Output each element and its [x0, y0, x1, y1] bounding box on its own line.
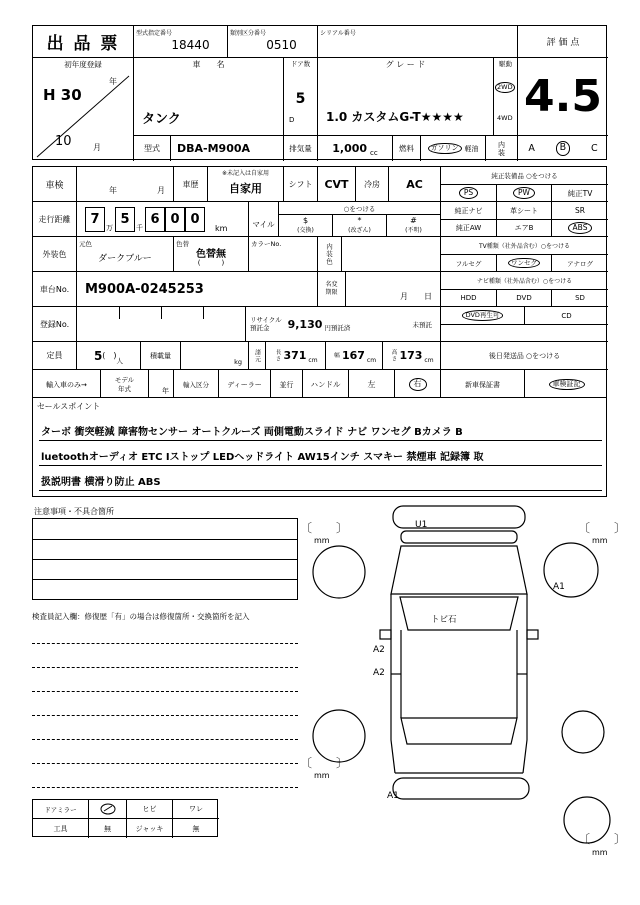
left-mirror — [380, 630, 391, 639]
measure-bracket: 〔 〕 — [300, 521, 349, 535]
recycle-label-1: リサイクル — [250, 315, 282, 324]
serial-label: シリアル番号 — [320, 30, 356, 37]
dvd-play-cell — [441, 307, 525, 325]
navi-type-header: ナビ種類（社外品含む）○をつける — [441, 272, 608, 290]
orig-color-value: ダークブルー — [98, 253, 152, 264]
width-cell — [326, 342, 383, 370]
tv-analog: アナログ — [552, 255, 608, 272]
interior-grade-cell — [518, 136, 608, 161]
mile-circle-note: ○をつける — [279, 202, 441, 215]
notes-line — [33, 539, 297, 540]
shaken-label: 車検 — [33, 167, 77, 202]
import-only-label: 輸入車のみ→ — [33, 370, 101, 399]
recycle-alt: 未預託 — [412, 320, 432, 329]
fuel-option-gasoline: ガソリン — [428, 143, 462, 154]
car-name-value: タンク — [142, 112, 181, 127]
cd: CD — [525, 307, 608, 325]
model-year-label-1: モデル — [114, 376, 135, 385]
tool-value: 無 — [89, 819, 127, 838]
class-code-label: 類別区分番号 — [230, 30, 267, 37]
damage-label-a2-front: A2 — [373, 645, 385, 655]
odometer-digit-box: 0 — [165, 207, 185, 232]
shift-value: CVT — [318, 167, 356, 202]
doors-label: ドア数 — [290, 60, 311, 68]
notes-box — [32, 518, 298, 600]
rear-right-wheel — [562, 711, 604, 753]
shaken-year-suffix: 年 — [109, 186, 117, 195]
hood — [391, 546, 527, 594]
score-label-cell: 評 価 点 — [518, 26, 608, 58]
door-mirror-label: ドアミラー — [33, 800, 89, 819]
car-name-label: 車 名 — [192, 60, 225, 69]
first-reg-label: 初年度登録 — [64, 60, 102, 69]
circle-mark-icon — [100, 803, 116, 815]
spec-label-cell — [249, 342, 266, 370]
equip-tv: 純正TV — [552, 185, 608, 202]
history-cell — [208, 167, 284, 202]
first-registration-cell — [33, 58, 134, 161]
interior-label-cell — [486, 136, 518, 161]
door-mirror-mark-cell — [89, 800, 127, 819]
capacity-value: 5 — [93, 348, 103, 363]
color-change-value: 色替無 — [196, 249, 226, 260]
model-code-cell — [134, 26, 228, 58]
first-reg-month-suffix: 月 — [93, 143, 101, 152]
name-change-label-1: 名変 — [325, 281, 338, 289]
length-cell — [266, 342, 326, 370]
odometer-digit-box: 6 — [145, 207, 165, 232]
notes-label: 注意事項・不具合箇所 — [34, 507, 114, 516]
orig-color-label: 元色 — [79, 240, 92, 248]
stone-chip-label: トビ石 — [431, 615, 457, 625]
sales-points-line: luetoothオーディオ ETC Iストップ LEDヘッドライト AW15インチ スマキー 禁煙車 記録簿 取 — [39, 441, 602, 466]
measure-unit: mm — [314, 536, 330, 545]
serial-cell — [318, 26, 518, 58]
recycle-label-2: 預託金 — [250, 324, 270, 332]
drive-cell — [494, 58, 518, 136]
windshield — [400, 597, 518, 630]
model-code-label: 型式指定番号 — [136, 30, 173, 37]
length-unit: cm — [308, 357, 318, 364]
fuel-cell — [421, 136, 486, 161]
handle-left: 左 — [349, 370, 395, 399]
first-reg-year: H 30 — [43, 86, 82, 104]
load-label: 積載量 — [141, 342, 181, 370]
chassis-label: 車台No. — [33, 272, 77, 307]
length-value: 371 — [283, 349, 307, 362]
aircon-value: AC — [389, 167, 441, 202]
ext-color-label: 外装色 — [33, 237, 77, 272]
int-color-blank — [342, 237, 441, 272]
mile-option-tampered — [333, 215, 387, 237]
inspector-line — [32, 643, 298, 644]
grade-label: グ レ ー ド — [385, 60, 426, 69]
front-left-wheel — [313, 546, 365, 598]
measure-bracket: 〔 〕 — [578, 832, 627, 846]
load-unit: kg — [181, 342, 249, 370]
right-body-side — [523, 594, 527, 773]
capacity-unit: 人 — [116, 357, 124, 365]
chassis-value: M900A-0245253 — [77, 272, 318, 307]
mileage-label: 走行距離 — [33, 202, 77, 237]
odometer-unit: km — [215, 224, 228, 233]
shaken-month-suffix: 月 — [157, 186, 165, 195]
spec-label: 諸元 — [253, 348, 261, 363]
crack-label: ヒビ — [127, 800, 173, 819]
mile-label: マイル — [249, 202, 279, 237]
mile-option-unknown — [387, 215, 441, 237]
fuel-option-diesel: 軽油 — [464, 144, 479, 153]
drive-label: 駆動 — [499, 60, 512, 68]
car-name-cell — [134, 58, 284, 136]
interior-option-c: C — [590, 143, 598, 154]
rear-bumper — [393, 778, 529, 799]
int-color-cell — [318, 237, 342, 272]
aircon-label: 冷房 — [356, 167, 389, 202]
rear-window — [401, 718, 517, 744]
inspector-line — [32, 763, 298, 764]
front-bumper — [393, 506, 525, 528]
measure-unit: mm — [592, 536, 608, 545]
width-unit: cm — [366, 357, 377, 364]
width-value: 167 — [341, 349, 365, 362]
height-cell — [383, 342, 441, 370]
mirror-tool-table — [32, 799, 218, 837]
color-change-label: 色替 — [176, 240, 189, 248]
measure-unit: mm — [314, 771, 330, 780]
tool-label: 工具 — [33, 819, 89, 838]
odometer-man-label: 万 — [106, 224, 113, 232]
mile-symbol: # — [410, 216, 417, 225]
capacity-paren: ( ) — [102, 351, 117, 360]
equip-navi: 純正ナビ — [441, 202, 497, 220]
capacity-cell — [77, 342, 141, 370]
inspector-line — [32, 739, 298, 740]
model-value: DBA-M900A — [171, 136, 284, 161]
equip-airbag: エアB — [497, 220, 552, 237]
first-reg-month: 10 — [55, 134, 72, 149]
name-change-month: 月 — [400, 292, 408, 301]
reg-tick — [203, 307, 204, 319]
grade-value: 1.0 カスタムG-T★★★★ — [326, 110, 464, 124]
drive-option-4wd: 4WD — [497, 114, 513, 122]
damage-label-a1-right: A1 — [553, 582, 565, 592]
grade-cell — [318, 58, 494, 136]
score-value: 4.5 — [518, 58, 608, 136]
sheet-title: 出 品 票 — [33, 26, 134, 58]
model-year-label — [101, 370, 149, 399]
notes-line — [33, 579, 297, 580]
displacement-value: 1,000 — [332, 142, 368, 155]
inspector-line — [32, 787, 298, 788]
damage-label-u1: U1 — [415, 520, 428, 530]
displacement-cell — [318, 136, 393, 161]
drive-option-2wd: 2WD — [497, 83, 513, 91]
mile-symbol: $ — [302, 216, 309, 225]
capacity-label: 定員 — [33, 342, 77, 370]
model-code-value: 18440 — [171, 38, 210, 52]
fuel-label: 燃料 — [393, 136, 421, 161]
later-shipment-header: 後日発送品 ○をつける — [441, 342, 608, 370]
equip-abs-cell — [552, 220, 608, 237]
inspector-label: 検査員記入欄：修復歴「有」の場合は修復箇所・交換箇所を記入 — [32, 612, 250, 621]
mile-option-exchange — [279, 215, 333, 237]
inspector-line — [32, 715, 298, 716]
model-year-suffix: 年 — [149, 370, 174, 399]
interior-option-b: B — [556, 141, 571, 156]
jack-value: 無 — [192, 824, 200, 833]
tv-fullseg: フルセグ — [441, 255, 497, 272]
doors-value: 5 — [295, 90, 306, 107]
equip-ps: PS — [459, 187, 478, 199]
class-code-value: 0510 — [266, 38, 297, 52]
header-table — [32, 25, 607, 160]
misc-doc-cell — [525, 370, 608, 399]
color-no-label: カラーNo. — [251, 240, 282, 248]
recycle-amount: 9,130 — [287, 317, 323, 331]
model-label: 型式 — [134, 136, 171, 161]
model-year-label-2: 年式 — [118, 384, 131, 393]
name-change-label-2: 期限 — [325, 289, 338, 296]
equip-abs: ABS — [568, 222, 593, 234]
displacement-label: 排気量 — [284, 136, 318, 161]
measure-unit: mm — [592, 848, 608, 857]
sales-points-label: セールスポイント — [37, 402, 101, 411]
misc-doc: 車検証記 — [549, 379, 585, 390]
damage-label-a2-rear: A2 — [373, 668, 385, 678]
class-code-cell — [228, 26, 318, 58]
navi-sd: SD — [552, 290, 608, 307]
import-division-label: 輸入区分 — [174, 370, 219, 399]
first-reg-year-suffix: 年 — [109, 77, 117, 86]
history-label: 車歴 — [174, 167, 208, 202]
reg-no-box — [77, 307, 246, 342]
reg-tick — [161, 307, 162, 319]
odometer-digit-box: 5 — [115, 207, 135, 232]
length-label: 長さ — [274, 349, 281, 362]
import-parallel: 並行 — [271, 370, 303, 399]
recycle-unit: 円預託済 — [324, 323, 351, 332]
front-grille — [401, 531, 517, 543]
odometer-digit-box: 7 — [85, 207, 105, 232]
main-table — [32, 166, 607, 398]
color-change-paren: ( ) — [197, 259, 225, 267]
tv-oneseg: ワンセグ — [508, 258, 540, 269]
int-color-label: 内装色 — [325, 242, 333, 266]
height-value: 173 — [399, 349, 423, 362]
reg-no-label: 登録No. — [33, 307, 77, 342]
recycle-cell — [246, 307, 441, 342]
mile-symbol-label: (改ざん) — [348, 227, 371, 234]
equip-ps-cell — [441, 185, 497, 202]
odometer-cell — [77, 202, 249, 237]
interior-option-a: A — [528, 143, 535, 154]
right-mirror — [527, 630, 538, 639]
odometer-sen-label: 千 — [136, 224, 143, 232]
doors-sub: D — [289, 116, 295, 124]
mile-symbol-label: (交換) — [297, 227, 314, 234]
history-note: ※未記入は自家用 — [221, 170, 270, 177]
inspector-line — [32, 667, 298, 668]
name-change-date-cell — [346, 272, 441, 307]
name-change-label — [318, 272, 346, 307]
recycle-label — [250, 316, 282, 333]
left-body-side — [391, 594, 395, 773]
equip-header: 純正装備品 ○をつける — [441, 167, 608, 185]
interior-label: 内装 — [497, 140, 506, 157]
height-label: 高さ — [390, 349, 397, 362]
orig-color-cell — [77, 237, 174, 272]
equip-pw: PW — [513, 187, 535, 199]
import-dealer: ディーラー — [219, 370, 271, 399]
notes-line — [33, 559, 297, 560]
shaken-date-cell — [77, 167, 174, 202]
tv-type-header: TV種類（社外品含む）○をつける — [441, 237, 608, 255]
history-value: 自家用 — [229, 181, 262, 195]
equip-blank-cell — [441, 325, 608, 342]
equip-pw-cell — [497, 185, 552, 202]
shift-label: シフト — [284, 167, 318, 202]
sales-points-line: ターボ 衝突軽減 障害物センサー オートクルーズ 両側電動スライド ナビ ワンセグ Bカメラ B — [39, 416, 602, 441]
displacement-unit: cc — [370, 148, 378, 157]
jack-label: ジャッキ — [127, 819, 173, 838]
odometer-digit-box: 0 — [185, 207, 205, 232]
handle-right: 右 — [409, 378, 427, 391]
tv-oneseg-cell — [497, 255, 552, 272]
navi-hdd: HDD — [441, 290, 497, 307]
mile-symbol: * — [357, 216, 362, 225]
car-diagram — [295, 500, 615, 880]
equip-aw: 純正AW — [441, 220, 497, 237]
doors-cell — [284, 58, 318, 136]
measure-bracket: 〔 〕 — [300, 756, 349, 770]
warranty-book: 新車保証書 — [441, 370, 525, 399]
navi-dvd: DVD — [497, 290, 552, 307]
color-change-cell — [174, 237, 249, 272]
sales-points-line: 扱説明書 横滑り防止 ABS — [39, 466, 602, 491]
dvd-play: DVD再生可 — [462, 310, 504, 321]
mile-symbol-label: (不明) — [405, 227, 422, 234]
equip-sr: SR — [552, 202, 608, 220]
name-change-day: 日 — [424, 292, 432, 301]
handle-right-cell — [395, 370, 441, 399]
inspector-line — [32, 691, 298, 692]
width-label: 幅 — [332, 352, 339, 359]
damage-label-a1-bottom: A1 — [387, 791, 399, 801]
color-no-cell — [249, 237, 318, 272]
equip-leather: 革シート — [497, 202, 552, 220]
sales-points-box — [32, 397, 607, 497]
height-unit: cm — [424, 357, 434, 364]
handle-label: ハンドル — [303, 370, 349, 399]
reg-tick — [119, 307, 120, 319]
measure-bracket: 〔 〕 — [578, 521, 627, 535]
break-label: ワレ — [173, 800, 219, 819]
